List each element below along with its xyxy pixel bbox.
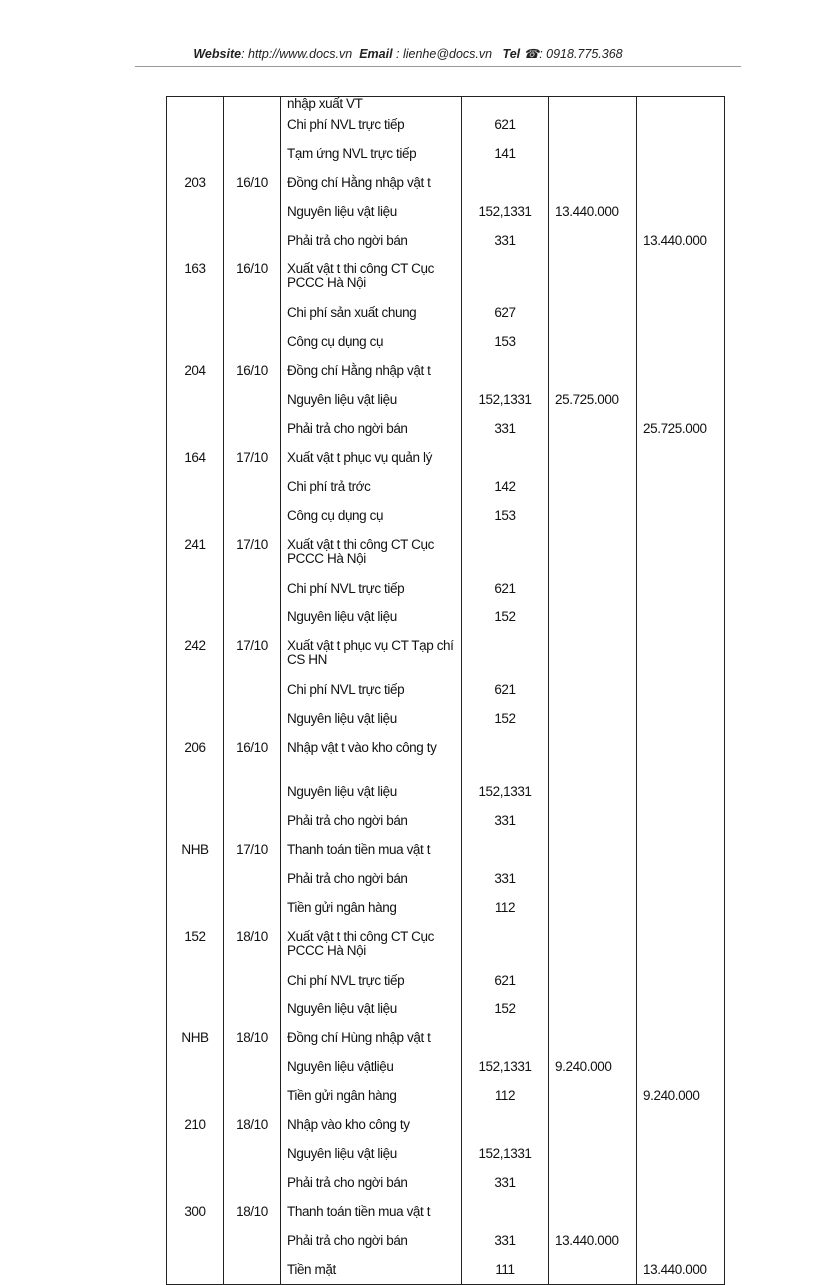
voucher-number-cell [167, 807, 224, 836]
account-cell: 152,1331 [462, 198, 549, 227]
email-address[interactable]: : lienhe@docs.vn [396, 47, 493, 61]
table-row [167, 734, 725, 778]
table-row [167, 1111, 725, 1140]
account-cell: 331 [462, 1227, 549, 1256]
account-cell: 331 [462, 1169, 549, 1198]
journal-body [167, 97, 725, 1285]
description-cell: Chi phí sản xuất chung [281, 299, 462, 328]
date-cell: 18/10 [224, 923, 281, 967]
account-cell: 627 [462, 299, 549, 328]
description-cell: Xuất vật t phục vụ quản lý [281, 444, 462, 473]
account-cell: 152 [462, 995, 549, 1024]
account-cell: 112 [462, 1082, 549, 1111]
debit-cell [549, 967, 637, 996]
credit-cell [637, 734, 725, 778]
table-row [167, 1082, 725, 1111]
date-cell [224, 967, 281, 996]
account-cell: 142 [462, 473, 549, 502]
debit-cell [549, 444, 637, 473]
description-cell: Nhập vật t vào kho công ty [281, 734, 462, 778]
description-cell: Chi phí NVL trực tiếp [281, 676, 462, 705]
credit-cell [637, 1024, 725, 1053]
credit-cell [637, 328, 725, 357]
credit-cell [637, 531, 725, 575]
description-cell: Đồng chí Hằng nhập vật t [281, 357, 462, 386]
table-row [167, 1227, 725, 1256]
debit-cell [549, 676, 637, 705]
credit-cell [637, 140, 725, 169]
description-cell: Thanh toán tiền mua vật t [281, 1198, 462, 1227]
voucher-number-cell: 164 [167, 444, 224, 473]
debit-cell [549, 807, 637, 836]
account-cell: 152 [462, 705, 549, 734]
date-cell: 16/10 [224, 169, 281, 198]
date-cell: 17/10 [224, 836, 281, 865]
date-cell [224, 807, 281, 836]
date-cell [224, 1227, 281, 1256]
debit-cell [549, 1024, 637, 1053]
date-cell: 16/10 [224, 357, 281, 386]
account-cell [462, 169, 549, 198]
description-cell: Tạm ứng NVL trực tiếp [281, 140, 462, 169]
credit-cell [637, 1198, 725, 1227]
debit-cell [549, 894, 637, 923]
date-cell: 18/10 [224, 1024, 281, 1053]
debit-cell [549, 1082, 637, 1111]
date-cell [224, 140, 281, 169]
table-row [167, 1024, 725, 1053]
voucher-number-cell: 242 [167, 632, 224, 676]
voucher-number-cell: 203 [167, 169, 224, 198]
debit-cell [549, 603, 637, 632]
date-cell [224, 1140, 281, 1169]
credit-cell [637, 111, 725, 140]
table-row [167, 198, 725, 227]
debit-cell [549, 473, 637, 502]
journal-table [166, 96, 725, 1285]
description-cell: Xuất vật t thi công CT Cục PCCC Hà Nội [281, 923, 462, 967]
account-cell [462, 357, 549, 386]
description-cell: Công cụ dụng cụ [281, 502, 462, 531]
account-cell [462, 1024, 549, 1053]
email-label: Email [359, 47, 393, 61]
date-cell: 18/10 [224, 1111, 281, 1140]
description-cell: Phải trả cho ngời bán [281, 807, 462, 836]
debit-cell: 13.440.000 [549, 1227, 637, 1256]
voucher-number-cell [167, 415, 224, 444]
date-cell [224, 97, 281, 112]
credit-cell [637, 299, 725, 328]
description-cell: Nguyên liệu vật liệu [281, 1140, 462, 1169]
table-row [167, 836, 725, 865]
credit-cell: 13.440.000 [637, 1256, 725, 1285]
credit-cell [637, 1140, 725, 1169]
credit-cell [637, 473, 725, 502]
debit-cell [549, 328, 637, 357]
credit-cell [637, 894, 725, 923]
date-cell: 17/10 [224, 444, 281, 473]
table-row [167, 140, 725, 169]
credit-cell [637, 632, 725, 676]
voucher-number-cell [167, 1169, 224, 1198]
description-cell: Nguyên liệu vật liệu [281, 778, 462, 807]
date-cell: 16/10 [224, 734, 281, 778]
debit-cell [549, 357, 637, 386]
description-cell: Nguyên liệu vậtliệu [281, 1053, 462, 1082]
account-cell [462, 444, 549, 473]
debit-cell [549, 140, 637, 169]
table-row [167, 923, 725, 967]
debit-cell [549, 415, 637, 444]
credit-cell [637, 169, 725, 198]
account-cell: 621 [462, 575, 549, 604]
voucher-number-cell: NHB [167, 836, 224, 865]
voucher-number-cell [167, 705, 224, 734]
account-cell [462, 836, 549, 865]
date-cell [224, 328, 281, 357]
table-row [167, 995, 725, 1024]
date-cell [224, 198, 281, 227]
description-cell: Thanh toán tiền mua vật t [281, 836, 462, 865]
description-cell: Chi phí NVL trực tiếp [281, 967, 462, 996]
debit-cell: 13.440.000 [549, 198, 637, 227]
credit-cell [637, 502, 725, 531]
table-row [167, 227, 725, 256]
table-row [167, 575, 725, 604]
description-cell: Chi phí NVL trực tiếp [281, 575, 462, 604]
date-cell: 18/10 [224, 1198, 281, 1227]
date-cell [224, 1082, 281, 1111]
debit-cell [549, 632, 637, 676]
voucher-number-cell [167, 894, 224, 923]
description-cell: Phải trả cho ngời bán [281, 227, 462, 256]
date-cell [224, 111, 281, 140]
voucher-number-cell [167, 140, 224, 169]
description-cell: Đồng chí Hằng nhập vật t [281, 169, 462, 198]
account-cell: 152,1331 [462, 386, 549, 415]
debit-cell [549, 531, 637, 575]
description-cell: Tiền gửi ngân hàng [281, 894, 462, 923]
date-cell [224, 227, 281, 256]
voucher-number-cell [167, 603, 224, 632]
account-cell: 331 [462, 865, 549, 894]
description-cell: Nguyên liệu vật liệu [281, 705, 462, 734]
voucher-number-cell: 210 [167, 1111, 224, 1140]
credit-cell [637, 1169, 725, 1198]
description-cell: Xuất vật t thi công CT Cục PCCC Hà Nội [281, 255, 462, 299]
table-row [167, 531, 725, 575]
voucher-number-cell: 206 [167, 734, 224, 778]
account-cell [462, 1111, 549, 1140]
voucher-number-cell [167, 299, 224, 328]
voucher-number-cell [167, 995, 224, 1024]
table-row [167, 967, 725, 996]
debit-cell [549, 1140, 637, 1169]
credit-cell [637, 575, 725, 604]
table-row [167, 502, 725, 531]
account-cell: 621 [462, 676, 549, 705]
debit-cell [549, 299, 637, 328]
voucher-number-cell [167, 676, 224, 705]
debit-cell [549, 169, 637, 198]
date-cell [224, 502, 281, 531]
debit-cell: 9.240.000 [549, 1053, 637, 1082]
account-cell: 141 [462, 140, 549, 169]
description-cell: Chi phí trả trớc [281, 473, 462, 502]
account-cell [462, 531, 549, 575]
debit-cell [549, 923, 637, 967]
website-label: Website [193, 47, 242, 61]
date-cell [224, 415, 281, 444]
date-cell [224, 705, 281, 734]
debit-cell [549, 575, 637, 604]
debit-cell [549, 227, 637, 256]
voucher-number-cell [167, 386, 224, 415]
voucher-number-cell: 152 [167, 923, 224, 967]
date-cell [224, 778, 281, 807]
debit-cell [549, 836, 637, 865]
debit-cell: 25.725.000 [549, 386, 637, 415]
description-cell: Phải trả cho ngời bán [281, 865, 462, 894]
table-row [167, 1140, 725, 1169]
voucher-number-cell [167, 865, 224, 894]
credit-cell [637, 357, 725, 386]
table-row [167, 328, 725, 357]
voucher-number-cell [167, 328, 224, 357]
credit-cell [637, 603, 725, 632]
credit-cell [637, 865, 725, 894]
account-cell: 111 [462, 1256, 549, 1285]
account-cell [462, 923, 549, 967]
voucher-number-cell [167, 1053, 224, 1082]
account-cell [462, 255, 549, 299]
credit-cell [637, 386, 725, 415]
debit-cell [549, 1111, 637, 1140]
description-cell: Công cụ dụng cụ [281, 328, 462, 357]
description-cell: Xuất vật t phục vụ CT Tạp chí CS HN [281, 632, 462, 676]
account-cell [462, 97, 549, 112]
voucher-number-cell [167, 778, 224, 807]
debit-cell [549, 705, 637, 734]
table-row [167, 632, 725, 676]
table-row [167, 169, 725, 198]
description-cell: Nhập vào kho công ty [281, 1111, 462, 1140]
credit-cell [637, 995, 725, 1024]
description-cell: Phải trả cho ngời bán [281, 1227, 462, 1256]
tel-number: : 0918.775.368 [539, 47, 623, 61]
account-cell [462, 734, 549, 778]
debit-cell [549, 97, 637, 112]
voucher-number-cell: NHB [167, 1024, 224, 1053]
description-cell: Tiền mặt [281, 1256, 462, 1285]
account-cell: 331 [462, 415, 549, 444]
debit-cell [549, 995, 637, 1024]
date-cell [224, 995, 281, 1024]
credit-cell [637, 1111, 725, 1140]
credit-cell [637, 923, 725, 967]
voucher-number-cell [167, 198, 224, 227]
header-divider [135, 66, 741, 67]
voucher-number-cell: 300 [167, 1198, 224, 1227]
description-cell: Nguyên liệu vật liệu [281, 995, 462, 1024]
account-cell: 152 [462, 603, 549, 632]
account-cell: 331 [462, 227, 549, 256]
description-cell: Phải trả cho ngời bán [281, 415, 462, 444]
voucher-number-cell [167, 1227, 224, 1256]
voucher-number-cell: 163 [167, 255, 224, 299]
table-row [167, 415, 725, 444]
account-cell: 621 [462, 111, 549, 140]
date-cell [224, 473, 281, 502]
account-cell [462, 1198, 549, 1227]
account-cell: 153 [462, 502, 549, 531]
table-row [167, 807, 725, 836]
description-cell: nhập xuất VT [281, 97, 462, 112]
date-cell [224, 676, 281, 705]
table-row [167, 444, 725, 473]
table-row [167, 299, 725, 328]
credit-cell [637, 1227, 725, 1256]
credit-cell [637, 967, 725, 996]
credit-cell [637, 705, 725, 734]
voucher-number-cell [167, 473, 224, 502]
date-cell: 16/10 [224, 255, 281, 299]
table-row [167, 778, 725, 807]
table-row [167, 1256, 725, 1285]
date-cell [224, 603, 281, 632]
voucher-number-cell [167, 227, 224, 256]
page-header [0, 46, 816, 61]
account-cell [462, 632, 549, 676]
account-cell: 152,1331 [462, 1140, 549, 1169]
table-row [167, 473, 725, 502]
account-cell: 331 [462, 807, 549, 836]
date-cell [224, 575, 281, 604]
date-cell [224, 1256, 281, 1285]
table-row [167, 357, 725, 386]
credit-cell [637, 807, 725, 836]
date-cell [224, 865, 281, 894]
date-cell [224, 894, 281, 923]
table-row [167, 97, 725, 112]
description-cell: Đồng chí Hùng nhập vật t [281, 1024, 462, 1053]
credit-cell [637, 676, 725, 705]
table-row [167, 386, 725, 415]
voucher-number-cell [167, 111, 224, 140]
credit-cell [637, 97, 725, 112]
description-cell: Nguyên liệu vật liệu [281, 198, 462, 227]
credit-cell [637, 836, 725, 865]
debit-cell [549, 1256, 637, 1285]
voucher-number-cell [167, 1140, 224, 1169]
date-cell: 17/10 [224, 632, 281, 676]
description-cell: Phải trả cho ngời bán [281, 1169, 462, 1198]
debit-cell [549, 1198, 637, 1227]
voucher-number-cell: 204 [167, 357, 224, 386]
website-url[interactable]: : http://www.docs.vn [241, 47, 353, 61]
table-row [167, 705, 725, 734]
debit-cell [549, 865, 637, 894]
table-row [167, 1198, 725, 1227]
table-row [167, 676, 725, 705]
description-cell: Nguyên liệu vật liệu [281, 386, 462, 415]
credit-cell [637, 444, 725, 473]
date-cell [224, 299, 281, 328]
debit-cell [549, 778, 637, 807]
date-cell [224, 1053, 281, 1082]
credit-cell: 9.240.000 [637, 1082, 725, 1111]
description-cell: Xuất vật t thi công CT Cục PCCC Hà Nội [281, 531, 462, 575]
credit-cell: 25.725.000 [637, 415, 725, 444]
credit-cell [637, 778, 725, 807]
credit-cell [637, 255, 725, 299]
debit-cell [549, 502, 637, 531]
account-cell: 112 [462, 894, 549, 923]
account-cell: 152,1331 [462, 778, 549, 807]
account-cell: 153 [462, 328, 549, 357]
voucher-number-cell [167, 575, 224, 604]
debit-cell [549, 734, 637, 778]
voucher-number-cell: 241 [167, 531, 224, 575]
table-row [167, 894, 725, 923]
tel-label: Tel [502, 47, 521, 61]
date-cell [224, 386, 281, 415]
voucher-number-cell [167, 97, 224, 112]
table-row [167, 865, 725, 894]
date-cell [224, 1169, 281, 1198]
phone-icon: ☎ [523, 47, 540, 61]
voucher-number-cell [167, 502, 224, 531]
table-row [167, 111, 725, 140]
description-cell: Chi phí NVL trực tiếp [281, 111, 462, 140]
credit-cell [637, 198, 725, 227]
credit-cell: 13.440.000 [637, 227, 725, 256]
credit-cell [637, 1053, 725, 1082]
voucher-number-cell [167, 967, 224, 996]
table-row [167, 1053, 725, 1082]
description-cell: Tiền gửi ngân hàng [281, 1082, 462, 1111]
account-cell: 152,1331 [462, 1053, 549, 1082]
account-cell: 621 [462, 967, 549, 996]
debit-cell [549, 255, 637, 299]
description-cell: Nguyên liệu vật liệu [281, 603, 462, 632]
table-row [167, 255, 725, 299]
voucher-number-cell [167, 1256, 224, 1285]
voucher-number-cell [167, 1082, 224, 1111]
table-row [167, 1169, 725, 1198]
debit-cell [549, 111, 637, 140]
table-row [167, 603, 725, 632]
debit-cell [549, 1169, 637, 1198]
date-cell: 17/10 [224, 531, 281, 575]
